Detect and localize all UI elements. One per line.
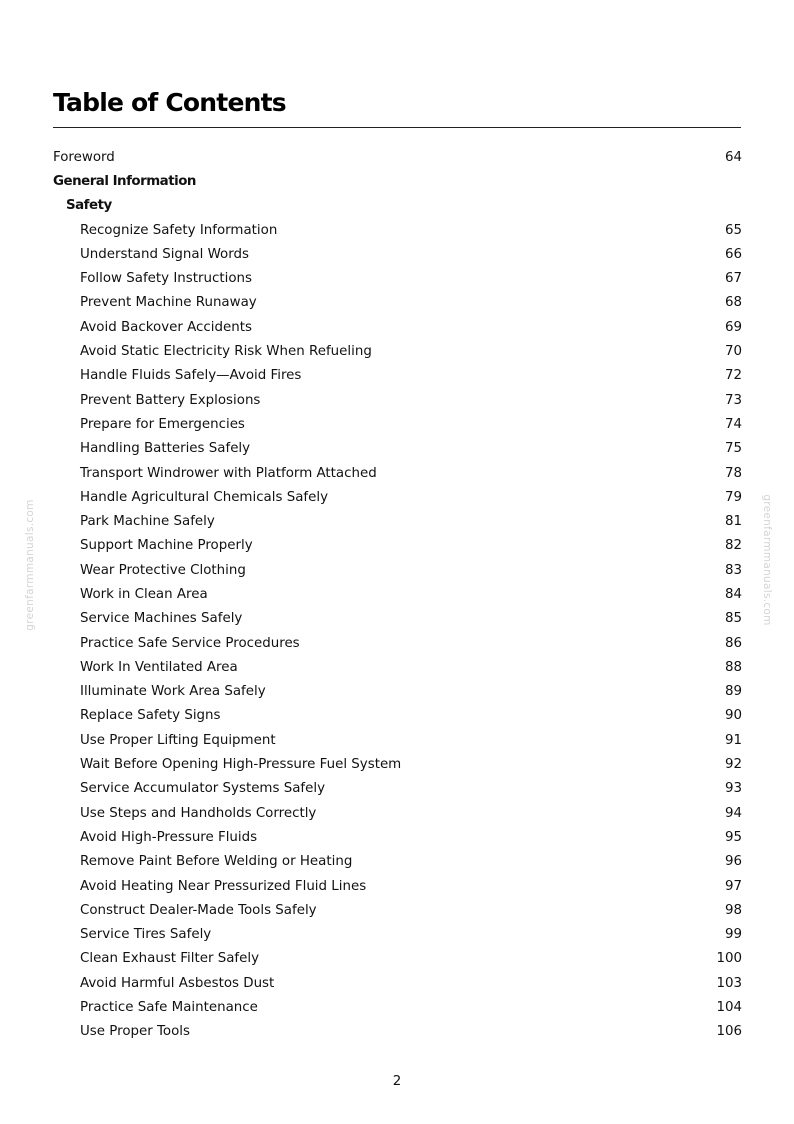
- toc-entry-page: 84: [724, 586, 742, 602]
- toc-entry-label: Wear Protective Clothing: [80, 562, 246, 578]
- toc-entry-label: Avoid Backover Accidents: [80, 319, 252, 335]
- toc-entry-page: 86: [724, 635, 742, 651]
- toc-heading: [53, 194, 742, 218]
- toc-entry-label: Prepare for Emergencies: [80, 416, 245, 432]
- toc-entry[interactable]: [53, 825, 742, 849]
- toc-entry[interactable]: [53, 145, 742, 169]
- toc-entry-label: Illuminate Work Area Safely: [80, 684, 266, 700]
- toc-entry-label: Remove Paint Before Welding or Heating: [80, 854, 353, 870]
- toc-entry-page: 91: [724, 732, 742, 748]
- toc-entry-label: Foreword: [53, 149, 115, 165]
- toc-entry-page: 66: [724, 246, 742, 262]
- toc-entry[interactable]: [53, 388, 742, 412]
- watermark-right: greenfarmmanuals.com: [761, 494, 773, 626]
- toc-entry-page: 78: [724, 465, 742, 481]
- toc-entry-page: 81: [724, 514, 742, 530]
- toc-entry-label: Work in Clean Area: [80, 586, 208, 602]
- toc-entry-page: 89: [724, 684, 742, 700]
- toc-entry-page: 92: [724, 757, 742, 773]
- toc-entry-page: 93: [724, 781, 742, 797]
- toc-entry-page: 82: [724, 538, 742, 554]
- toc-entry-page: 83: [724, 562, 742, 578]
- toc-entry-label: Replace Safety Signs: [80, 708, 221, 724]
- toc-entry[interactable]: [53, 437, 742, 461]
- toc-entry[interactable]: [53, 728, 742, 752]
- toc-entry-label: Avoid High-Pressure Fluids: [80, 829, 258, 845]
- toc-entry-label: Park Machine Safely: [80, 514, 215, 530]
- toc-entry-label: Construct Dealer-Made Tools Safely: [80, 902, 317, 918]
- toc-entry-page: 73: [724, 392, 742, 408]
- toc-entry-label: Service Machines Safely: [80, 611, 243, 627]
- toc-entry[interactable]: [53, 850, 742, 874]
- toc-entry[interactable]: [53, 607, 742, 631]
- toc-entry[interactable]: [53, 801, 742, 825]
- toc-entry-page: 103: [716, 975, 742, 991]
- toc-entry-page: 100: [716, 951, 742, 967]
- toc-entry-label: Recognize Safety Information: [80, 222, 278, 238]
- page-number: 2: [392, 1074, 402, 1089]
- toc-entry[interactable]: [53, 266, 742, 290]
- toc-entry-label: Avoid Static Electricity Risk When Refueling: [80, 344, 372, 360]
- table-of-contents: [53, 145, 742, 1044]
- toc-entry[interactable]: [53, 218, 742, 242]
- toc-entry-label: Use Steps and Handholds Correctly: [80, 805, 317, 821]
- toc-entry[interactable]: [53, 655, 742, 679]
- toc-entry-page: 68: [724, 295, 742, 311]
- toc-entry-label: Transport Windrower with Platform Attached: [80, 465, 377, 481]
- toc-entry-page: 104: [716, 1000, 742, 1016]
- toc-entry-page: 72: [724, 368, 742, 384]
- toc-entry-label: Wait Before Opening High-Pressure Fuel System: [80, 757, 402, 773]
- toc-entry-page: 64: [724, 149, 742, 165]
- toc-entry-label: Use Proper Lifting Equipment: [80, 732, 276, 748]
- toc-entry-label: Safety: [66, 198, 112, 214]
- toc-entry-label: Practice Safe Service Procedures: [80, 635, 300, 651]
- toc-entry[interactable]: [53, 680, 742, 704]
- toc-entry[interactable]: [53, 242, 742, 266]
- toc-entry[interactable]: [53, 1020, 742, 1044]
- title-divider: [53, 127, 741, 128]
- watermark-left: greenfarmmanuals.com: [24, 499, 36, 631]
- toc-entry-page: 70: [724, 344, 742, 360]
- toc-entry-page: 99: [724, 927, 742, 943]
- toc-entry-label: Use Proper Tools: [80, 1024, 191, 1040]
- toc-entry-page: 74: [724, 416, 742, 432]
- toc-entry-label: Clean Exhaust Filter Safely: [80, 951, 260, 967]
- toc-entry[interactable]: [53, 558, 742, 582]
- page-title: Table of Contents: [53, 88, 286, 117]
- toc-heading: [53, 169, 742, 193]
- toc-entry[interactable]: [53, 339, 742, 363]
- toc-entry-page: 90: [724, 708, 742, 724]
- toc-entry[interactable]: [53, 315, 742, 339]
- toc-entry-page: 88: [724, 659, 742, 675]
- toc-entry-page: 67: [724, 271, 742, 287]
- toc-entry[interactable]: [53, 923, 742, 947]
- toc-entry[interactable]: [53, 534, 742, 558]
- toc-entry[interactable]: [53, 947, 742, 971]
- toc-entry[interactable]: [53, 509, 742, 533]
- toc-entry[interactable]: [53, 485, 742, 509]
- toc-entry[interactable]: [53, 412, 742, 436]
- toc-entry-label: Service Tires Safely: [80, 927, 212, 943]
- toc-entry-page: 96: [724, 854, 742, 870]
- toc-entry-label: Follow Safety Instructions: [80, 271, 252, 287]
- toc-entry-label: Avoid Heating Near Pressurized Fluid Lines: [80, 878, 367, 894]
- toc-entry-page: 85: [724, 611, 742, 627]
- toc-entry-label: Understand Signal Words: [80, 246, 249, 262]
- toc-entry-label: General Information: [53, 173, 196, 189]
- toc-entry[interactable]: [53, 582, 742, 606]
- toc-entry-page: 79: [724, 489, 742, 505]
- toc-entry[interactable]: [53, 461, 742, 485]
- toc-entry-label: Avoid Harmful Asbestos Dust: [80, 975, 275, 991]
- toc-entry-page: 65: [724, 222, 742, 238]
- toc-entry-label: Prevent Battery Explosions: [80, 392, 261, 408]
- toc-entry[interactable]: [53, 364, 742, 388]
- toc-entry-label: Handle Agricultural Chemicals Safely: [80, 489, 329, 505]
- toc-entry[interactable]: [53, 874, 742, 898]
- toc-entry-page: 95: [724, 829, 742, 845]
- toc-entry-page: 94: [724, 805, 742, 821]
- toc-entry[interactable]: [53, 971, 742, 995]
- toc-entry[interactable]: [53, 704, 742, 728]
- toc-entry-page: 98: [724, 902, 742, 918]
- toc-entry[interactable]: [53, 995, 742, 1019]
- toc-entry-label: Support Machine Properly: [80, 538, 253, 554]
- toc-entry-label: Practice Safe Maintenance: [80, 1000, 258, 1016]
- toc-entry-label: Work In Ventilated Area: [80, 659, 238, 675]
- toc-entry-page: 69: [724, 319, 742, 335]
- toc-entry-label: Handle Fluids Safely—Avoid Fires: [80, 368, 302, 384]
- toc-entry-page: 97: [724, 878, 742, 894]
- toc-entry[interactable]: [53, 777, 742, 801]
- toc-entry[interactable]: [53, 291, 742, 315]
- toc-entry-label: Handling Batteries Safely: [80, 441, 251, 457]
- toc-entry[interactable]: [53, 898, 742, 922]
- toc-entry[interactable]: [53, 752, 742, 776]
- toc-entry-page: 106: [716, 1024, 742, 1040]
- toc-entry-label: Prevent Machine Runaway: [80, 295, 257, 311]
- toc-entry[interactable]: [53, 631, 742, 655]
- toc-entry-page: 75: [724, 441, 742, 457]
- toc-entry-label: Service Accumulator Systems Safely: [80, 781, 326, 797]
